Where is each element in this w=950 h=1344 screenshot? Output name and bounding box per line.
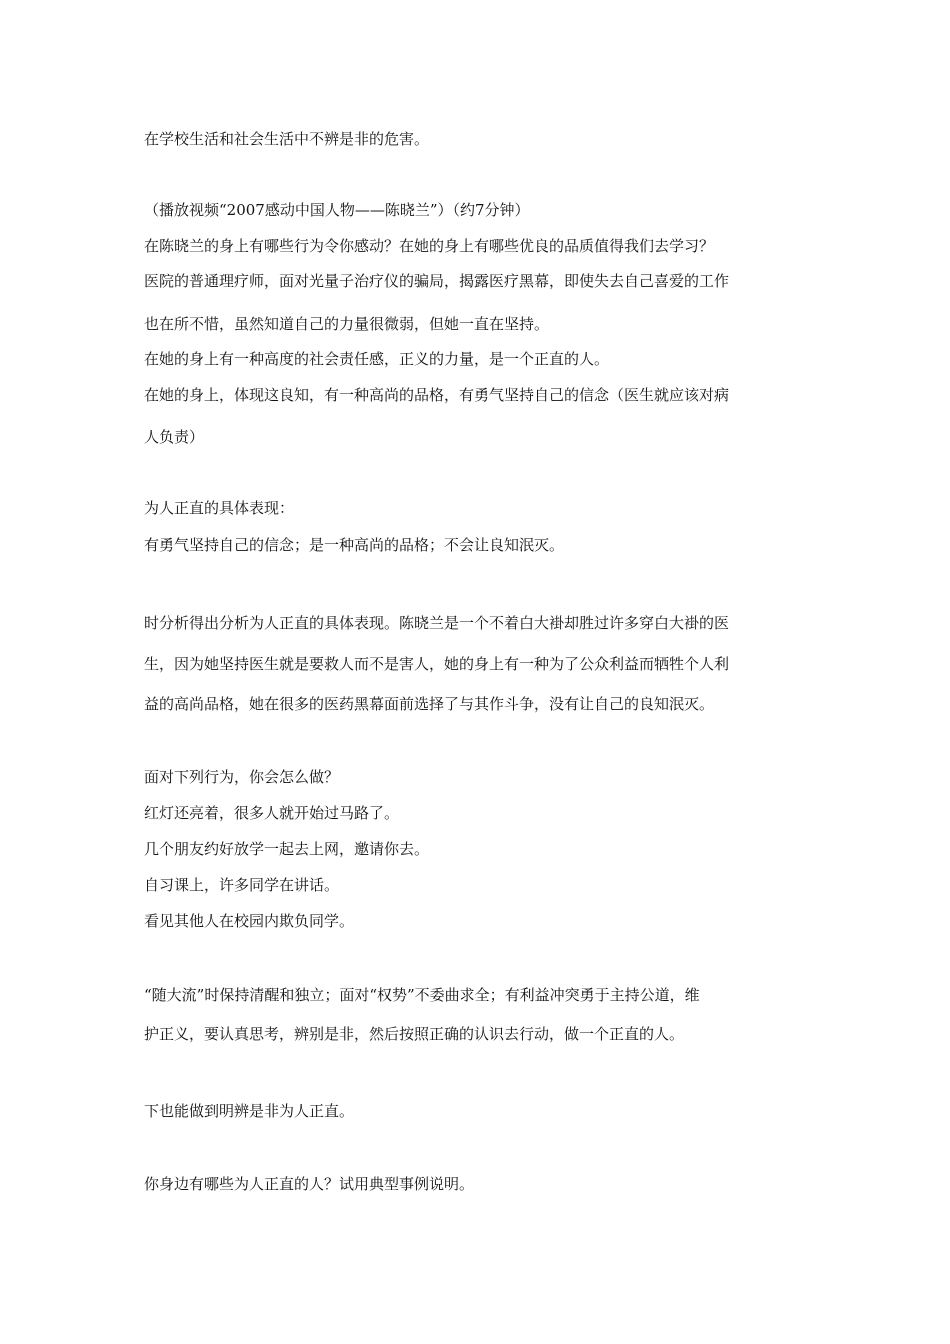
paragraph-line: 红灯还亮着，很多人就开始过马路了。 — [144, 804, 400, 822]
paragraph-line: “随大流”时保持清醒和独立；面对“权势”不委曲求全；有利益冲突勇于主持公道，维 — [144, 986, 700, 1004]
paragraph-line: 为人正直的具体表现： — [144, 499, 295, 517]
paragraph-line: 也在所不惜，虽然知道自己的力量很微弱，但她一直在坚持。 — [144, 315, 550, 333]
paragraph-line: 看见其他人在校园内欺负同学。 — [144, 912, 355, 930]
paragraph-line: 时分析得出分析为人正直的具体表现。陈晓兰是一个不着白大褂却胜过许多穿白大褂的医 — [144, 614, 730, 632]
paragraph-line: 下也能做到明辨是非为人正直。 — [144, 1102, 355, 1120]
paragraph-line: 生，因为她坚持医生就是要救人而不是害人，她的身上有一种为了公众利益而牺牲个人利 — [144, 655, 730, 673]
paragraph-line: 益的高尚品格，她在很多的医药黑幕面前选择了与其作斗争，没有让自己的良知泯灭。 — [144, 695, 715, 713]
paragraph-line: 在学校生活和社会生活中不辨是非的危害。 — [144, 130, 430, 148]
paragraph-line: 面对下列行为，你会怎么做？ — [144, 768, 340, 786]
paragraph-line: 医院的普通理疗师，面对光量子治疗仪的骗局，揭露医疗黑幕，即使失去自己喜爱的工作 — [144, 272, 730, 290]
paragraph-line: 护正义，要认真思考，辨别是非，然后按照正确的认识去行动，做一个正直的人。 — [144, 1025, 685, 1043]
paragraph-line: （播放视频“2007感动中国人物——陈晓兰”）（约7分钟） — [144, 201, 530, 219]
paragraph-line: 在她的身上有一种高度的社会责任感，正义的力量，是一个正直的人。 — [144, 350, 610, 368]
paragraph-line: 人负责） — [144, 428, 205, 446]
paragraph-line: 在陈晓兰的身上有哪些行为令你感动？在她的身上有哪些优良的品质值得我们去学习？ — [144, 237, 715, 255]
paragraph-line: 几个朋友约好放学一起去上网，邀请你去。 — [144, 840, 430, 858]
paragraph-line: 你身边有哪些为人正直的人？试用典型事例说明。 — [144, 1175, 475, 1193]
paragraph-line: 有勇气坚持自己的信念；是一种高尚的品格；不会让良知泯灭。 — [144, 536, 565, 554]
paragraph-line: 在她的身上，体现这良知，有一种高尚的品格，有勇气坚持自己的信念（医生就应该对病 — [144, 386, 730, 404]
paragraph-line: 自习课上，许多同学在讲话。 — [144, 876, 340, 894]
